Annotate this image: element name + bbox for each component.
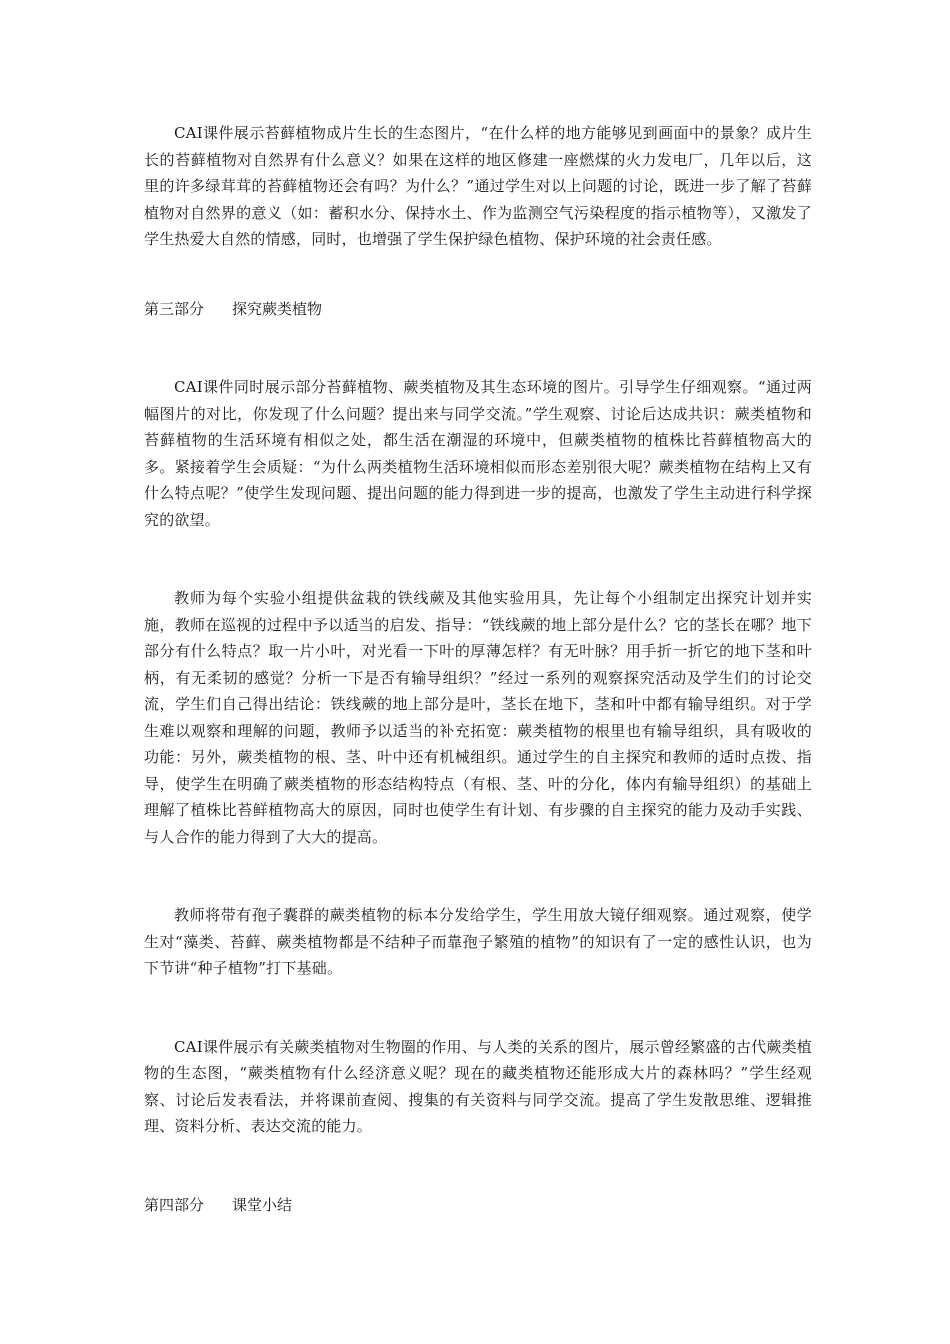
- section-number: 第四部分: [144, 1195, 205, 1214]
- paragraph-spore-specimen: 教师将带有孢子囊群的蕨类植物的标本分发给学生，学生用放大镜仔细观察。通过观察，使学生对“藻类、苔藓、蕨类植物都是不结种子而靠孢子繁殖的植物”的知识有了一定的感性认识，也为下节讲“种子植物”打下基础。: [144, 906, 812, 977]
- document-page: [144, 120, 812, 1218]
- paragraph-fern-value: CAI课件展示有关蕨类植物对生物圈的作用、与人类的关系的图片，展示曾经繁盛的古代蕨类植物的生态图，“蕨类植物有什么经济意义呢？现在的藏类植物还能形成大片的森林吗？”学生经观察、讨论后发表看法，并将课前查阅、搜集的有关资料与同学交流。提高了学生发散思维、逻辑推理、资料分析、表达交流的能力。: [144, 1037, 812, 1135]
- section-heading-part-four: [144, 1192, 812, 1219]
- section-title: 课堂小结: [232, 1195, 293, 1214]
- paragraph-fern-experiment: 教师为每个实验小组提供盆栽的铁线蕨及其他实验用具，先让每个小组制定出探究计划并实施，教师在巡视的过程中予以适当的启发、指导：“铁线蕨的地上部分是什么？它的茎长在哪？地下部分有什么特点？取一片小叶，对光看一下叶的厚薄怎样？有无叶脉？用手折一折它的地下茎和叶柄，有无柔韧的感觉？分析一下是否有输导组织？”经过一系列的观察探究活动及学生们的讨论交流，学生们自己得出结论：铁线蕨的地上部分是叶，茎长在地下，茎和叶中都有输导组织。对于学生难以观察和理解的问题，教师予以适当的补充拓宽：蕨类植物的根里也有输导组织，具有吸收的功能：另外，蕨类植物的根、茎、叶中还有机械组织。通过学生的自主探究和教师的适时点拨、指导，使学生在明确了蕨类植物的形态结构特点（有根、茎、叶的分化，体内有输导组织）的基础上理解了植株比苔鲜植物高大的原因，同时也使学生有计划、有步骤的自主探究的能力及动手实践、与人合作的能力得到了大大的提高。: [144, 589, 812, 846]
- section-number: 第三部分: [144, 299, 205, 318]
- paragraph-fern-comparison: CAI课件同时展示部分苔藓植物、蕨类植物及其生态环境的图片。引导学生仔细观察。“通过两幅图片的对比，你发现了什么问题？提出来与同学交流。”学生观察、讨论后达成共识：蕨类植物和苔藓植物的生活环境有相似之处，都生活在潮湿的环境中，但蕨类植物的植株比苔藓植物高大的多。紧接着学生会质疑：“为什么两类植物生活环境相似而形态差别很大呢？蕨类植物在结构上又有什么特点呢？”使学生发现问题、提出问题的能力得到进一步的提高，也激发了学生主动进行科学探究的欲望。: [144, 378, 812, 529]
- section-title: 探究蕨类植物: [232, 299, 323, 318]
- paragraph-moss-ecology: CAI课件展示苔藓植物成片生长的生态图片，“在什么样的地方能够见到画面中的景象？成片生长的苔藓植物对自然界有什么意义？如果在这样的地区修建一座燃煤的火力发电厂，几年以后，这里的许多绿茸茸的苔藓植物还会有吗？为什么？”通过学生对以上问题的讨论，既进一步了解了苔藓植物对自然界的意义（如：蓄积水分、保持水土、作为监测空气污染程度的指示植物等），又激发了学生热爱大自然的情感，同时，也增强了学生保护绿色植物、保护环境的社会责任感。: [144, 124, 812, 248]
- section-heading-part-three: [144, 296, 812, 323]
